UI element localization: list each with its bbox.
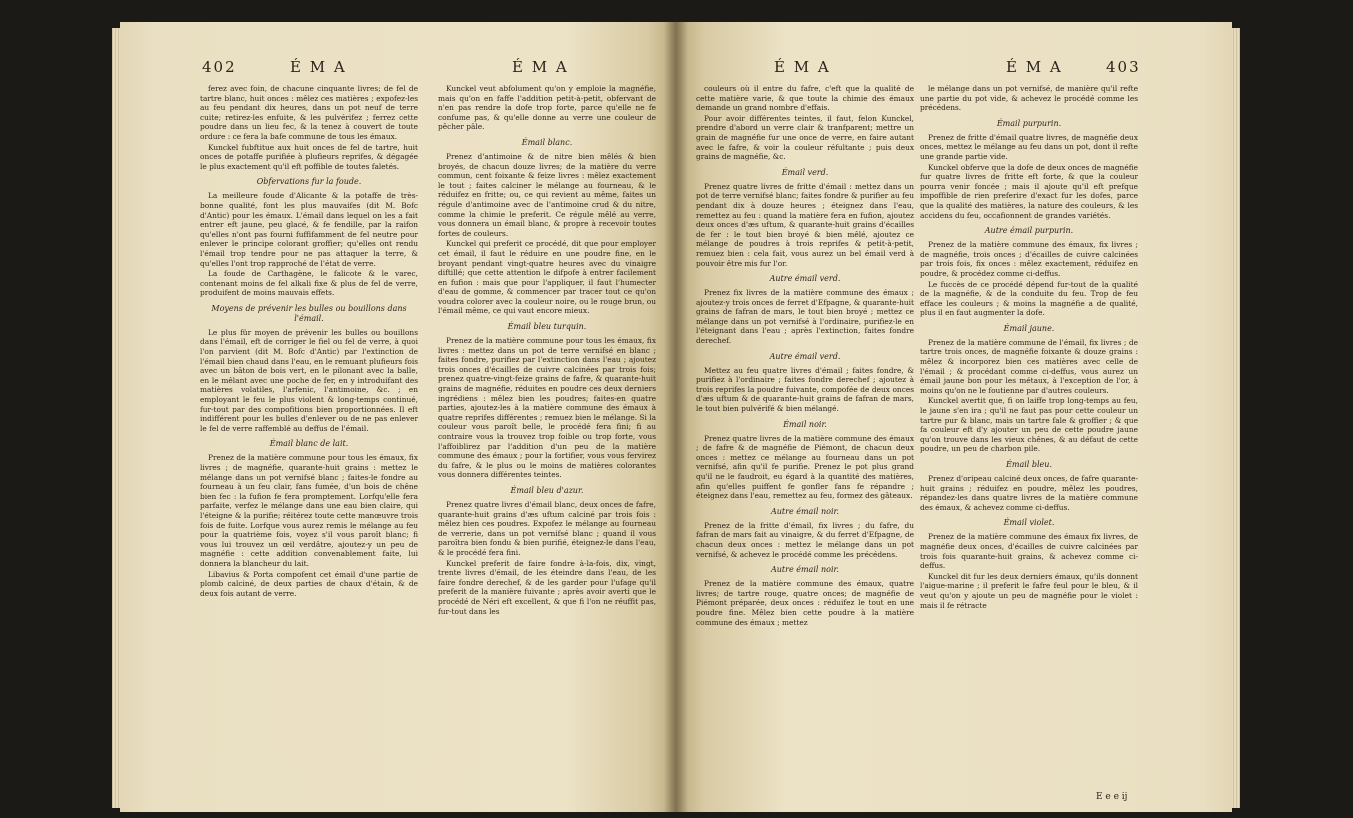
paragraph: Kunckel qui preferit ce procédé, dit que pour employer cet émail, il faut le réduire en une poudre fine, en le broyant pendant vingt-quatre heures avec du vinaigre diftillé; que cette attention le difpofe à entrer facilement en fufion : mais que pour l'appliquer, il faut l'humecter d'eau de gomme, & commencer par tracer tout ce qu'on voudra colorer avec la couleur noire, ou le rouge brun, ou l'émail même, ce qui vaut encore mieux.	[438, 239, 656, 316]
section-heading: Autre émail verd.	[769, 351, 841, 361]
section-heading: Autre émail noir.	[770, 506, 839, 516]
paragraph: Prenez quatre livres de fritte d'émail : mettez dans un pot de terre vernifsé blanc; faites fondre & purifier au feu pendant dix à douze heures ; éteignez dans l'eau, remettez au feu : quand la matière fera en fufion, ajoutez deux onces d'æs uftum, & quarante-huit grains d'écailles de fer : le tout bien broyé & bien mêlé, ajoutez ce mélange de poudres à trois reprifes & petit-à-petit, remuez bien : cela fait, vous aurez un bel émail verd à pouvoir être mis fur l'or.	[696, 181, 914, 268]
paragraph: Prenez de la matière commune des émaux, fix livres ; de magnéfie, trois onces ; d'écailles de cuivre calcinées par trois fois, fix onces : mêlez exactement, réduifez en poudre, & procédez comme ci-deffus.	[920, 240, 1138, 278]
paragraph: Prenez de la fritte d'émail, fix livres ; du fafre, du fafran de mars fait au vinaigre, & du ferret d'Efpagne, de chacun deux onces : mettez le mélange dans un pot vernifsé, & achevez le procédé comme les précédens.	[696, 520, 914, 559]
paragraph: Kunckel avertit que, fi on laiffe trop long-temps au feu, le jaune s'en ira ; qu'il ne faut pas pour cette couleur un tartre pur & blanc, mais un tartre fale & groffier ; & que fa couleur eft d'y ajouter un peu de cette poudre jaune qu'on trouve dans les vieux chênes, & au défaut de cette poudre, un peu de charbon pile.	[920, 396, 1138, 454]
running-head: É M A	[290, 58, 347, 76]
paragraph: Kunckel dit fur les deux derniers émaux, qu'ils donnent l'aigue-marine ; il preferit le fafre feul pour le bleu, & il veut qu'on y ajoute un peu de magnéfie pour le violet : mais il fe rétracte	[920, 571, 1138, 610]
section-heading: Émail bleu d'azur.	[510, 485, 584, 495]
book-gutter	[664, 22, 688, 812]
paragraph: le mélange dans un pot vernifsé, de manière qu'il refte une partie du pot vide, & achevez le procédé comme les précédens.	[920, 84, 1138, 113]
section-heading: Émail bleu turquin.	[507, 322, 587, 332]
section-heading: Émail purpurin.	[996, 118, 1062, 128]
page-number: 403	[1106, 58, 1141, 76]
text-column	[438, 84, 656, 799]
paragraph: Kunckel preferit de faire fondre à-la-fois, dix, vingt, trente livres d'émail, de les éteindre dans l'eau, de les faire fondre derechef, & de les garder pour l'ufage qu'il preferit de la manière fuivante ; après avoir averti que le procédé de Néri eft excellent, & que fi l'on ne réuffit pas, fur-tout dans les	[438, 558, 656, 616]
paragraph: La foude de Carthagène, le falicote & le varec, contenant moins de fel alkali fixe & plus de fel de verre, produifent de moins mauvais effets.	[200, 269, 418, 298]
paragraph: Le plus für moyen de prévenir les bulles ou bouillons dans l'émail, eft de corriger le fiel ou fel de verre, à quoi l'on parvient (dit M. Bofc d'Antic) par l'extinction de l'émail bien chaud dans l'eau, en le remuant plufieurs fois avec un bâton de bois vert, en le pilonant avec la balle, en le mêlant avec une poche de fer, en y introduifant des matières volatiles, l'arfenic, l'antimoine, &c. ; en employant le feu le plus violent & long-temps continué, fur-tout par des compofitions bien proportionnées. Il eft indifférent pour les bulles d'enlever ou de ne pas enlever le fel de verre raffemblé au deffus de l'émail.	[200, 327, 418, 433]
paragraph: Prenez de la matière commune de l'émail, fix livres ; de tartre trois onces, de magnéfie foixante & douze grains : mêlez & incorporez bien ces matières avec celle de l'émail ; & procédant comme ci-deffus, vous aurez un émail jaune bon pour les métaux, à l'exception de l'or, à moins qu'on ne le foutienne par d'autres couleurs.	[920, 337, 1138, 395]
paragraph: Prenez d'antimoine & de nitre bien mêlés & bien broyés, de chacun douze livres; de la matière du verre commun, cent foixante & feize livres : mêlez exactement le tout ; faites calciner le mélange au fourneau, & le réduifez en fritte; ou, ce qui revient au même, faites un régule d'antimoine avec de l'antimoine crud & du nitre, comme la chimie le preferit. Ce régule mêlé au verre, vous donnera un émail blanc, & propre à recevoir toutes fortes de couleurs.	[438, 151, 656, 238]
section-heading: Émail blanc de lait.	[269, 439, 349, 449]
paragraph: Prenez de la matière commune pour tous les émaux, fix livres ; de magnéfie, quarante-huit grains : mettez le mélange dans un pot vernifsé blanc ; faites-le fondre au fourneau à un feu clair, fans fumée, d'un bois de chêne bien fec : la fufion fe fera promptement. Lorfqu'elle fera parfaite, verfez le mélange dans une eau bien claire, qui l'éteigne & la purifie; réitérez toute cette manœuvre trois fois de fuite. Lorfque vous aurez remis le mélange au feu pour la quatrième fois, voyez s'il vous paroît blanc; fi vous lui trouvez un œil verdâtre, ajoutez-y un peu de magnéfie : cette addition convenablement faite, lui donnera la blancheur du lait.	[200, 453, 418, 568]
right-page-header	[676, 58, 1232, 82]
paragraph: Prenez quatre livres d'émail blanc, deux onces de fafre, quarante-huit grains d'æs uftum calciné par trois fois : mêlez bien ces poudres. Expofez le mélange au fourneau de verrerie, dans un pot vernifsé blanc ; quand il vous paroîtra bien fondu & bien purifié, éteignez-le dans l'eau, & le procédé fera fini.	[438, 499, 656, 557]
section-heading: Autre émail purpurin.	[984, 226, 1074, 236]
running-head: É M A	[774, 58, 831, 76]
left-page	[120, 22, 676, 812]
section-heading: Émail violet.	[1003, 518, 1055, 528]
paragraph: Pour avoir différentes teintes, il faut, felon Kunckel, prendre d'abord un verre clair & tranfparent; mettre un grain de magnéfie fur une once de verre, en faire autant avec le fafre, & voir la couleur réfultante ; puis deux grains de magnéfie, &c.	[696, 113, 914, 162]
paragraph: Prenez de la matière commune des émaux fix livres, de magnéfie deux onces, d'écailles de cuivre calcinées par trois fois quarante-huit grains, & achevez comme ci-deffus.	[920, 532, 1138, 571]
paragraph: ferez avec foin, de chacune cinquante livres; de fel de tartre blanc, huit onces : mêlez ces matières ; expofez-les au feu pendant dix heures, dans un pot neuf de terre cuite; retirez-les enfuite, & les pulvérifez ; ferrez cette poudre dans un lieu fec, & la tenez à couvert de toute ordure : ce fera la bafe commune de tous les émaux.	[200, 84, 418, 141]
paragraph: La meilleure foude d'Alicante & la potaffe de très-bonne qualité, font les plus mauvaifes (dit M. Bofc d'Antic) pour les émaux. L'émail dans lequel on les a fait entrer eft jaune, peu glacé, & fe fendille, par la raifon qu'elles n'ont pas fourni fuffifamment de fel neutre pour enlever le principe colorant groffier; qu'elles ont rendu l'émail trop tendre pour ne pas attaquer la terre, & qu'elles l'ont trop rapproché de l'état de verre.	[200, 191, 418, 268]
paragraph: Le fuccès de ce procédé dépend fur-tout de la qualité de la magnéfie, & de la conduite du feu. Trop de feu efface les couleurs ; & moins la magnéfie a de qualité, plus il en faut augmenter la dofe.	[920, 279, 1138, 318]
paragraph: Prenez fix livres de la matière commune des émaux ; ajoutez-y trois onces de ferret d'Efpagne, & quarante-huit grains de fafran de mars, le tout bien broyé ; mettez ce mélange dans un pot vernifsé à l'ordinaire, purifiez-le en l'éteignant dans l'eau ; après l'extinction, faites fondre derechef.	[696, 288, 914, 346]
section-heading: Émail jaune.	[1003, 323, 1055, 333]
paragraph: Mettez au feu quatre livres d'émail ; faites fondre, & purifiez à l'ordinaire ; faites fondre derechef ; ajoutez à trois reprifes la poudre fuivante, compofée de deux onces d'æs uftum & de quarante-huit grains de fafran de mars, le tout bien pulvérifé & bien mélangé.	[696, 365, 914, 414]
running-head: É M A	[512, 58, 569, 76]
paragraph: couleurs où il entre du fafre, c'eft que la qualité de cette matière varie, & que toute la chimie des émaux demande un grand nombre d'effais.	[696, 84, 914, 113]
running-head: É M A	[1006, 58, 1063, 76]
section-heading: Autre émail noir.	[770, 565, 839, 575]
section-heading: Émail verd.	[781, 167, 829, 177]
section-heading: Émail blanc.	[521, 137, 573, 147]
section-heading: Obfervations fur la foude.	[256, 177, 362, 187]
paragraph: Kunckel obferve que la dofe de deux onces de magnéfie fur quatre livres de fritte eft forte, & que la couleur pourra venir foncée ; mais il ajoute qu'il eft prefque impoffible de rien preferire d'exact fur les dofes, parce que la qualité des matières, la nature des couleurs, & les accidens du feu, occafionnent de grandes variétés.	[920, 162, 1138, 220]
left-page-header	[120, 58, 676, 82]
paragraph: Kunckel veut abfolument qu'on y emploie la magnéfie, mais qu'on en faffe l'addition petit-à-petit, obfervant de n'en pas rendre la dofe trop forte, parce qu'elle ne fe confume pas, & qu'elle donne au verre une couleur de pêcher pâle.	[438, 84, 656, 132]
paragraph: Prenez de la matière commune des émaux, quatre livres; de tartre rouge, quatre onces; de magnéfie de Piémont préparée, deux onces : réduifez le tout en une poudre fine. Mêlez bien cette poudre à la matière commune des émaux ; mettez	[696, 579, 914, 627]
paragraph: Prenez d'oripeau calciné deux onces, de fafre quarante-huit grains ; réduifez en poudre, mêlez les poudres, répandez-les dans quatre livres de la matière commune des émaux, & achevez comme ci-deffus.	[920, 474, 1138, 512]
section-heading: Autre émail verd.	[769, 274, 841, 284]
paragraph: Prenez de la matière commune pour tous les émaux, fix livres : mettez dans un pot de terre vernifsé en blanc ; faites fondre, purifiez par l'extinction dans l'eau ; ajoutez trois onces d'écailles de cuivre calcinées par trois fois; prenez quatre-vingt-feize grains de fafre, & quarante-huit grains de magnéfie, réduites en poudre ces deux derniers ingrédiens : mêlez bien les poudres; faites-en quatre parties, ajoutez-les à la matière commune des émaux à quatre reprifes différentes ; remuez bien le mélange. Si la couleur vous paroît belle, le procédé fera fini; fi au contraire vous la trouvez trop foible ou trop forte, vous l'affoiblirez par l'addition d'un peu de la matière commune des émaux ; pour la fortifier, vous vous fervirez du fafre, & le plus ou le moins de matières colorantes vous donnera différentes teintes.	[438, 336, 656, 480]
section-heading: Moyens de prévenir les bulles ou bouillons dans l'émail.	[211, 303, 407, 323]
section-heading: Émail noir.	[783, 419, 827, 429]
text-column	[696, 84, 914, 799]
text-column	[200, 84, 418, 799]
text-column	[920, 84, 1138, 799]
paragraph: Kunckel fubftitue aux huit onces de fel de tartre, huit onces de potaffe purifiée à plufieurs reprifes, & dégagée le plus exactement qu'il eft poffible de toutes faletés.	[200, 142, 418, 171]
section-heading: Émail bleu.	[1006, 460, 1052, 469]
right-page	[676, 22, 1232, 812]
signature-mark: E e e ij	[1096, 792, 1128, 802]
paragraph: Libavius & Porta compofent cet émail d'une partie de plomb calciné, de deux parties de chaux d'étain, & de deux fois autant de verre.	[200, 569, 418, 598]
page-number: 402	[202, 58, 237, 76]
paragraph: Prenez quatre livres de la matière commune des émaux ; de fafre & de magnéfie de Piémont, de chacun deux onces : mettez ce mélange au fourneau dans un pot vernifsé, afin qu'il fe purifie. Prenez le pot plus grand qu'il ne le faudroit, eu égard à la quantité des matières, afin qu'elles puiffent fe gonfler fans fe répandre ; éteignez dans l'eau, remettez au feu, formez des gâteaux.	[696, 433, 914, 501]
paragraph: Prenez de fritte d'émail quatre livres, de magnéfie deux onces, mettez le mélange au feu dans un pot, dont il refte une grande partie vide.	[920, 132, 1138, 161]
